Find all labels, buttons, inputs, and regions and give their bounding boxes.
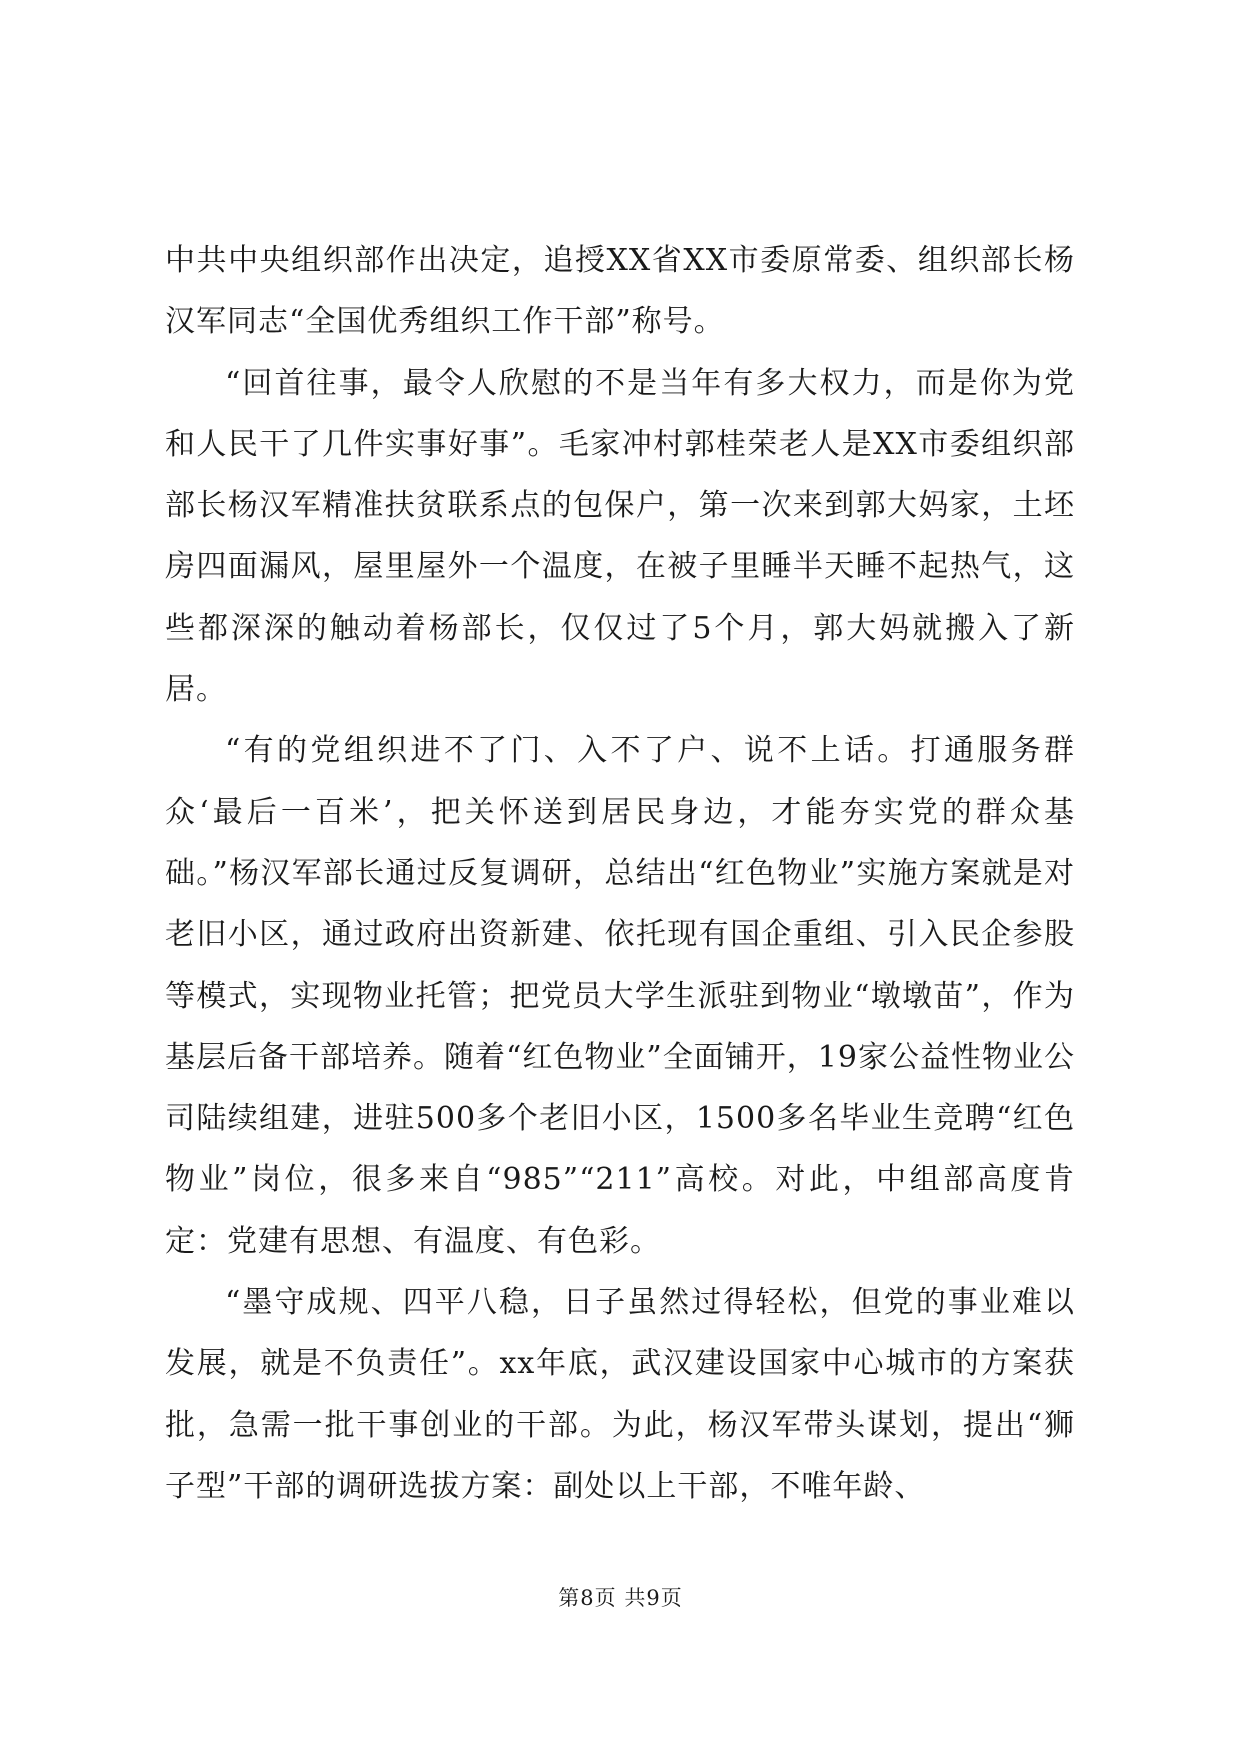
- paragraph-1: 中共中央组织部作出决定，追授XX省XX市委原常委、组织部长杨汉军同志“全国优秀组织工作干部”称号。: [165, 243, 1075, 340]
- page-footer: 第8页 共9页: [558, 1586, 683, 1610]
- paragraph-2: “回首往事，最令人欣慰的不是当年有多大权力，而是你为党和人民干了几件实事好事”。毛家冲村郭桂荣老人是XX市委组织部部长杨汉军精准扶贫联系点的包保户，第一次来到郭大妈家，土坯房四面漏风，屋里屋外一个温度，在被子里睡半天睡不起热气，这些都深深的触动着杨部长，仅仅过了5个月，郭大妈就搬入了新居。: [165, 365, 1075, 708]
- paragraph-4: “墨守成规、四平八稳，日子虽然过得轻松，但党的事业难以发展，就是不负责任”。xx年底，武汉建设国家中心城市的方案获批，急需一批干事创业的干部。为此，杨汉军带头谋划，提出“狮子型”干部的调研选拔方案：副处以上干部，不唯年龄、: [165, 1285, 1075, 1504]
- paragraph-3: “有的党组织进不了门、入不了户、说不上话。打通服务群众‘最后一百米’，把关怀送到居民身边，才能夯实党的群众基础。”杨汉军部长通过反复调研，总结出“红色物业”实施方案就是对老旧小区，通过政府出资新建、依托现有国企重组、引入民企参股等模式，实现物业托管；把党员大学生派驻到物业“墩墩苗”，作为基层后备干部培养。随着“红色物业”全面铺开，19家公益性物业公司陆续组建，进驻500多个老旧小区，1500多名毕业生竞聘“红色物业”岗位，很多来自“985”“211”高校。对此，中组部高度肯定：党建有思想、有温度、有色彩。: [165, 733, 1075, 1259]
- body-text: [165, 230, 1075, 1517]
